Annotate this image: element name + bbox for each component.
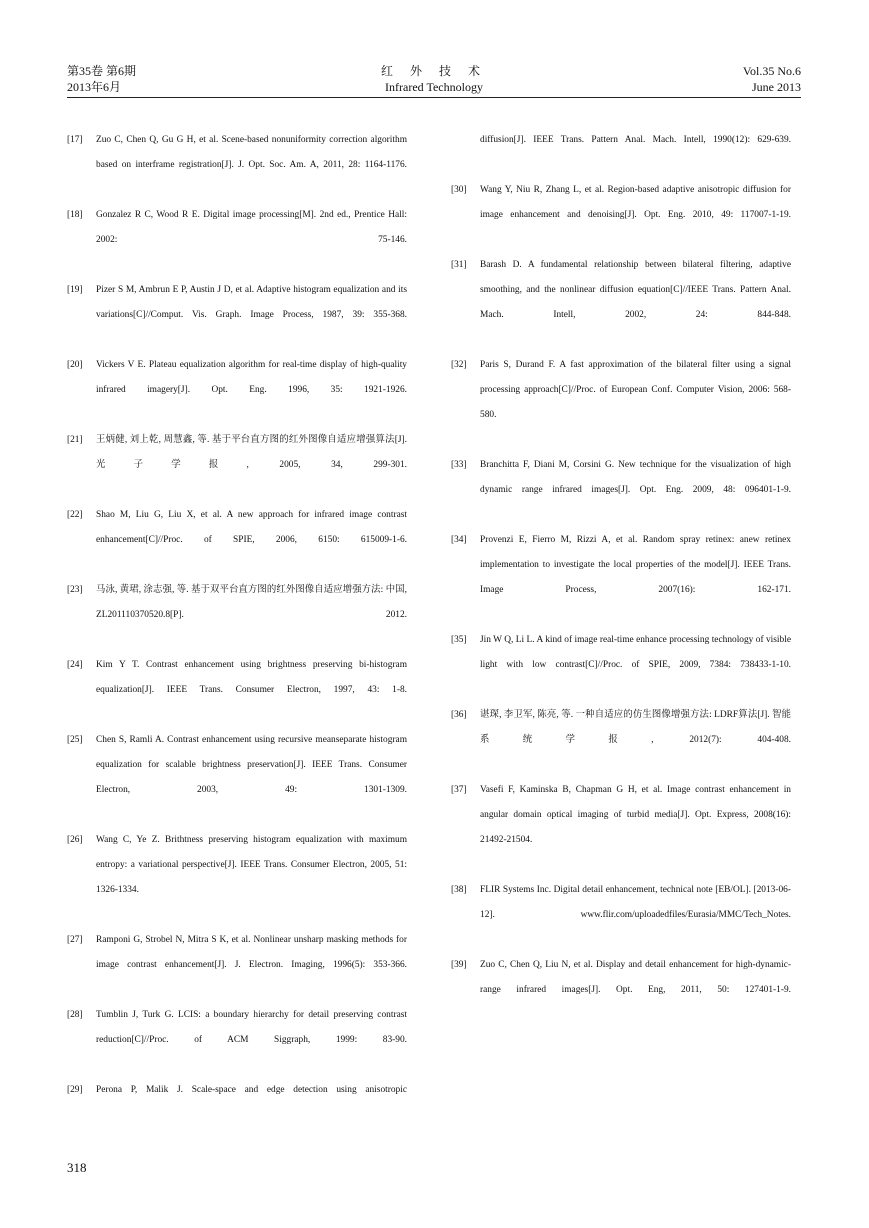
reference-item	[67, 503, 407, 578]
reference-column-left	[67, 128, 407, 1128]
header-journal-en: Infrared Technology	[385, 80, 483, 94]
reference-text: Ramponi G, Strobel N, Mitra S K, et al. Nonlinear unsharp masking methods for image contrast enhancement[J]. J. Electron. Imaging, 1996(5): 353-366.	[96, 935, 407, 970]
reference-item	[451, 128, 791, 178]
reference-item	[451, 878, 791, 953]
reference-item	[451, 253, 791, 353]
reference-number: [27]	[67, 935, 83, 945]
reference-item	[67, 203, 407, 278]
reference-number: [33]	[451, 460, 467, 470]
reference-item	[451, 778, 791, 878]
reference-text: Pizer S M, Ambrun E P, Austin J D, et al. Adaptive histogram equalization and its variations[C]//Comput. Vis. Graph. Image Process, 1987, 39: 355-368.	[96, 285, 407, 320]
reference-number: [26]	[67, 835, 83, 845]
header-volume-en	[743, 63, 801, 95]
reference-text: 谌琛, 李卫军, 陈亮, 等. 一种自适应的仿生图像增强方法: LDRF算法[J]. 智能系统学报, 2012(7): 404-408.	[480, 710, 791, 745]
running-header	[67, 63, 801, 98]
reference-number: [37]	[451, 785, 467, 795]
reference-text: Vickers V E. Plateau equalization algorithm for real-time display of high-quality infrared imagery[J]. Opt. Eng. 1996, 35: 1921-1926.	[96, 360, 407, 395]
reference-number: [36]	[451, 710, 467, 720]
header-journal-cn: 红 外 技 术	[380, 64, 487, 78]
reference-text: Paris S, Durand F. A fast approximation of the bilateral filter using a signal processing approach[C]//Proc. of European Conf. Computer Vision, 2006: 568-580.	[480, 360, 791, 420]
reference-number: [21]	[67, 435, 83, 445]
reference-number: [32]	[451, 360, 467, 370]
reference-number: [22]	[67, 510, 83, 520]
reference-number: [25]	[67, 735, 83, 745]
reference-number: [20]	[67, 360, 83, 370]
reference-number: [29]	[67, 1085, 83, 1095]
reference-number: [17]	[67, 135, 83, 145]
reference-item	[67, 928, 407, 1003]
reference-number: [24]	[67, 660, 83, 670]
reference-item	[67, 128, 407, 203]
reference-item	[451, 953, 791, 1028]
reference-text: Wang Y, Niu R, Zhang L, et al. Region-based adaptive anisotropic diffusion for image enhancement and denoising[J]. Opt. Eng. 2010, 49: 117007-1-19.	[480, 185, 791, 220]
reference-item	[451, 628, 791, 703]
reference-number: [35]	[451, 635, 467, 645]
reference-text: diffusion[J]. IEEE Trans. Pattern Anal. Mach. Intell, 1990(12): 629-639.	[480, 135, 791, 145]
reference-text: Zuo C, Chen Q, Liu N, et al. Display and detail enhancement for high-dynamic-range infrared images[J]. Opt. Eng, 2011, 50: 127401-1-9.	[480, 960, 791, 995]
reference-column-right	[451, 128, 791, 1028]
reference-number: [39]	[451, 960, 467, 970]
reference-item	[67, 1003, 407, 1078]
reference-number: [31]	[451, 260, 467, 270]
reference-text: Gonzalez R C, Wood R E. Digital image processing[M]. 2nd ed., Prentice Hall: 2002: 75-146.	[96, 210, 407, 245]
reference-item	[67, 353, 407, 428]
reference-number: [28]	[67, 1010, 83, 1020]
reference-text: FLIR Systems Inc. Digital detail enhancement, technical note [EB/OL]. [2013-06-12]. www.flir.com/uploadedfiles/Eurasia/MMC/Tech_Notes.	[480, 885, 791, 920]
reference-item	[67, 728, 407, 828]
reference-text: Jin W Q, Li L. A kind of image real-time enhance processing technology of visible light with low contrast[C]//Proc. of SPIE, 2009, 7384: 738433-1-10.	[480, 635, 791, 670]
reference-item	[451, 528, 791, 628]
header-date-en: June 2013	[752, 80, 801, 94]
reference-number: [18]	[67, 210, 83, 220]
reference-text: 马泳, 黄珺, 涂志强, 等. 基于双平台直方图的红外图像自适应增强方法: 中国, ZL201110370520.8[P]. 2012.	[96, 585, 407, 620]
reference-number: [38]	[451, 885, 467, 895]
reference-item	[67, 578, 407, 653]
header-volume-issue-cn: 第35卷 第6期	[67, 64, 137, 78]
reference-text: Barash D. A fundamental relationship between bilateral filtering, adaptive smoothing, and the nonlinear diffusion equation[C]//IEEE Trans. Pattern Anal. Mach. Intell, 2002, 24: 844-848.	[480, 260, 791, 320]
reference-item	[451, 453, 791, 528]
reference-item	[67, 828, 407, 928]
reference-item	[451, 178, 791, 253]
reference-text: Branchitta F, Diani M, Corsini G. New technique for the visualization of high dynamic range infrared images[J]. Opt. Eng. 2009, 48: 096401-1-9.	[480, 460, 791, 495]
reference-text: 王炳健, 刘上乾, 周慧鑫, 等. 基于平台直方图的红外图像自适应增强算法[J]. 光子学报, 2005, 34, 299-301.	[96, 435, 407, 470]
reference-item	[451, 703, 791, 778]
header-volume-issue-en: Vol.35 No.6	[742, 64, 801, 78]
reference-number: [23]	[67, 585, 83, 595]
reference-text: Kim Y T. Contrast enhancement using brightness preserving bi-histogram equalization[J]. IEEE Trans. Consumer Electron, 1997, 43: 1-8.	[96, 660, 407, 695]
reference-number: [34]	[451, 535, 467, 545]
reference-text: Provenzi E, Fierro M, Rizzi A, et al. Random spray retinex: anew retinex implementation to investigate the local properties of the model[J]. IEEE Trans. Image Process, 2007(16): 162-171.	[480, 535, 791, 595]
reference-text: Zuo C, Chen Q, Gu G H, et al. Scene-based nonuniformity correction algorithm based on interframe registration[J]. J. Opt. Soc. Am. A, 2011, 28: 1164-1176.	[96, 135, 407, 170]
reference-text: Perona P, Malik J. Scale-space and edge detection using anisotropic	[96, 1085, 407, 1095]
reference-text: Chen S, Ramli A. Contrast enhancement using recursive meanseparate histogram equalization for scalable brightness preservation[J]. IEEE Trans. Consumer Electron, 2003, 49: 1301-1309.	[96, 735, 407, 795]
reference-item	[67, 1078, 407, 1128]
reference-number: [30]	[451, 185, 467, 195]
reference-text: Tumblin J, Turk G. LCIS: a boundary hierarchy for detail preserving contrast reduction[C]//Proc. of ACM Siggraph, 1999: 83-90.	[96, 1010, 407, 1045]
reference-item	[67, 278, 407, 353]
reference-item	[451, 353, 791, 453]
reference-text: Vasefi F, Kaminska B, Chapman G H, et al. Image contrast enhancement in angular domain optical imaging of turbid media[J]. Opt. Express, 2008(16): 21492-21504.	[480, 785, 791, 845]
reference-number: [19]	[67, 285, 83, 295]
reference-text: Shao M, Liu G, Liu X, et al. A new approach for infrared image contrast enhancement[C]//Proc. of SPIE, 2006, 6150: 615009-1-6.	[96, 510, 407, 545]
reference-item	[67, 653, 407, 728]
reference-text: Wang C, Ye Z. Brithtness preserving histogram equalization with maximum entropy: a variational perspective[J]. IEEE Trans. Consumer Electron, 2005, 51: 1326-1334.	[96, 835, 407, 895]
header-date-cn: 2013年6月	[67, 80, 122, 94]
reference-item	[67, 428, 407, 503]
header-journal	[67, 63, 801, 95]
page-number: 318	[67, 1160, 87, 1175]
